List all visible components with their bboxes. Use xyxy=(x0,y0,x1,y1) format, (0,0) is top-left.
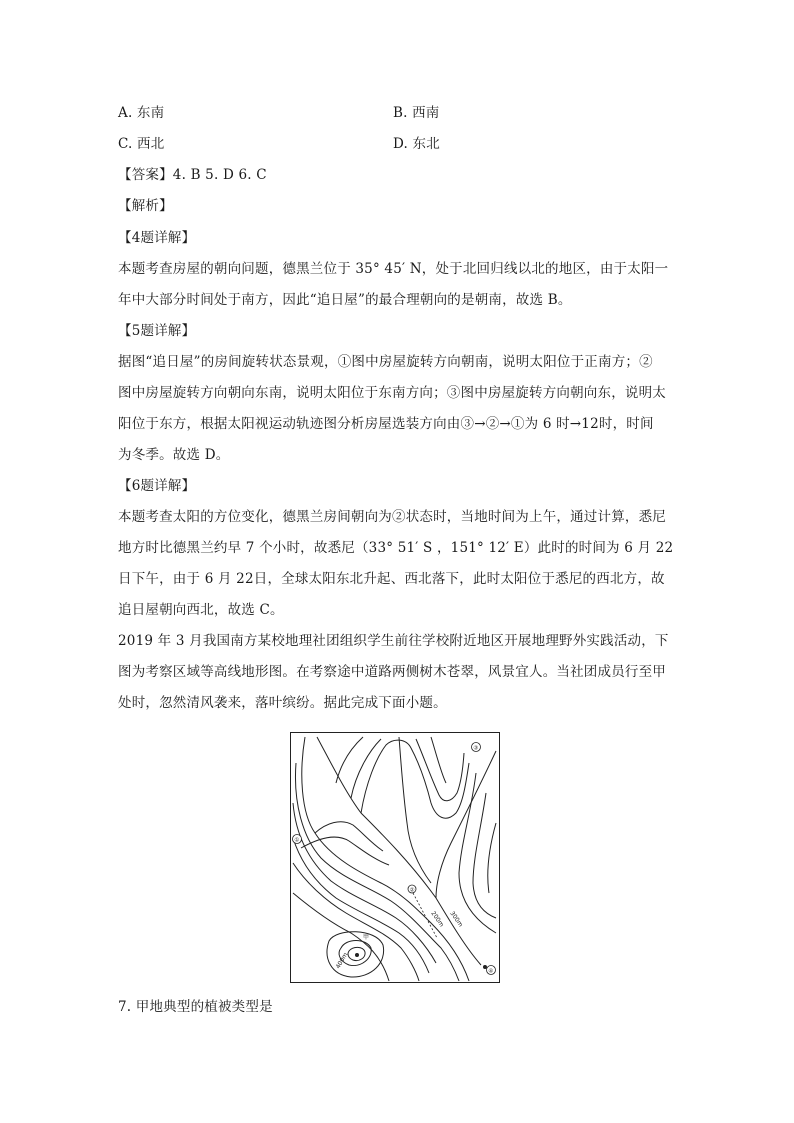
stream-branch-north xyxy=(399,737,431,883)
stream-main xyxy=(317,737,481,965)
contour-n3 xyxy=(336,737,446,783)
contour-e3 xyxy=(488,823,496,893)
contour-w2 xyxy=(295,763,459,981)
passage-line-2: 图为考察区域等高线地形图。在考察途中道路两侧树木苍翠，风景宜人。当社团成员行至甲 xyxy=(118,664,666,680)
q4-heading: 【4题详解】 xyxy=(118,230,196,246)
marker-2-group xyxy=(408,885,416,894)
q6-heading: 【6题详解】 xyxy=(118,478,196,494)
marker-1-group xyxy=(293,835,302,844)
q4-line-1: 本题考查房屋的朝向问题，德黑兰位于 35° 45′ N，处于北回归线以北的地区，由于太阳一 xyxy=(118,261,669,277)
q5-line-3: 阳位于东方，根据太阳视运动轨迹图分析房屋选装方向由③→②→①为 6 时→12时，时间 xyxy=(118,416,654,432)
jia-point xyxy=(355,953,359,957)
marker-4-label: ④ xyxy=(488,968,494,975)
q7-text: 7. 甲地典型的植被类型是 xyxy=(118,999,273,1015)
q5-line-4: 为冬季。故选 D。 xyxy=(118,447,230,463)
passage-line-1: 2019 年 3 月我国南方某校地理社团组织学生前往学校附近地区开展地理野外实践活动，下 xyxy=(118,633,669,649)
label-jia: 甲 xyxy=(363,934,370,941)
contour-w4 xyxy=(293,838,429,973)
contour-w5 xyxy=(293,863,419,981)
stream-branch-east xyxy=(436,751,496,898)
contour-map-svg xyxy=(291,733,499,982)
option-b: B. 西南 xyxy=(393,105,440,121)
contour-e2 xyxy=(473,793,496,918)
label-400m: 400m xyxy=(334,951,350,970)
option-c: C. 西北 xyxy=(118,136,165,152)
option-a: A. 东南 xyxy=(118,105,165,121)
q5-heading: 【5题详解】 xyxy=(118,323,196,339)
q5-line-1: 据图“追日屋”的房间旋转状态景观，①图中房屋旋转方向朝南，说明太阳位于正南方；② xyxy=(118,354,653,370)
contour-n2 xyxy=(351,739,464,801)
q5-line-2: 图中房屋旋转方向朝向东南，说明太阳位于东南方向；③图中房屋旋转方向朝向东，说明太 xyxy=(118,385,666,401)
contour-n1 xyxy=(361,740,469,818)
passage-line-3: 处时，忽然清风袭来，落叶缤纷。据此完成下面小题。 xyxy=(118,695,447,711)
contour-wm2 xyxy=(301,837,389,865)
marker-3-group xyxy=(472,743,481,752)
q6-line-2: 地方时比德黑兰约早 7 个小时，故悉尼（33° 51′ S ，151° 12′ E）此时的时间为 6 月 22 xyxy=(118,540,674,556)
q6-line-3: 日下午，由于 6 月 22日，全球太阳东北升起、西北落下，此时太阳位于悉尼的西北方，故 xyxy=(118,571,665,587)
contour-map xyxy=(290,732,500,983)
marker-1-label: ① xyxy=(294,837,300,844)
q4-line-2: 年中大部分时间处于南方，因此“追日屋”的最合理朝向的是朝南，故选 B。 xyxy=(118,292,572,308)
marker-2-label: ② xyxy=(409,887,415,894)
analysis-heading: 【解析】 xyxy=(118,198,173,214)
marker-4-dot xyxy=(483,965,487,969)
marker-3-label: ③ xyxy=(473,745,479,752)
label-300m: 300m xyxy=(448,910,465,929)
option-d: D. 东北 xyxy=(393,136,440,152)
label-200m: 200m xyxy=(429,910,446,929)
marker-4-group xyxy=(487,966,496,975)
q6-line-1: 本题考查太阳的方位变化，德黑兰房间朝向为②状态时，当地时间为上午，通过计算，悉尼 xyxy=(118,509,666,525)
q6-line-4: 追日屋朝向西北，故选 C。 xyxy=(118,602,284,618)
answer-line: 【答案】4. B 5. D 6. C xyxy=(118,167,267,183)
contour-e1 xyxy=(459,773,496,933)
